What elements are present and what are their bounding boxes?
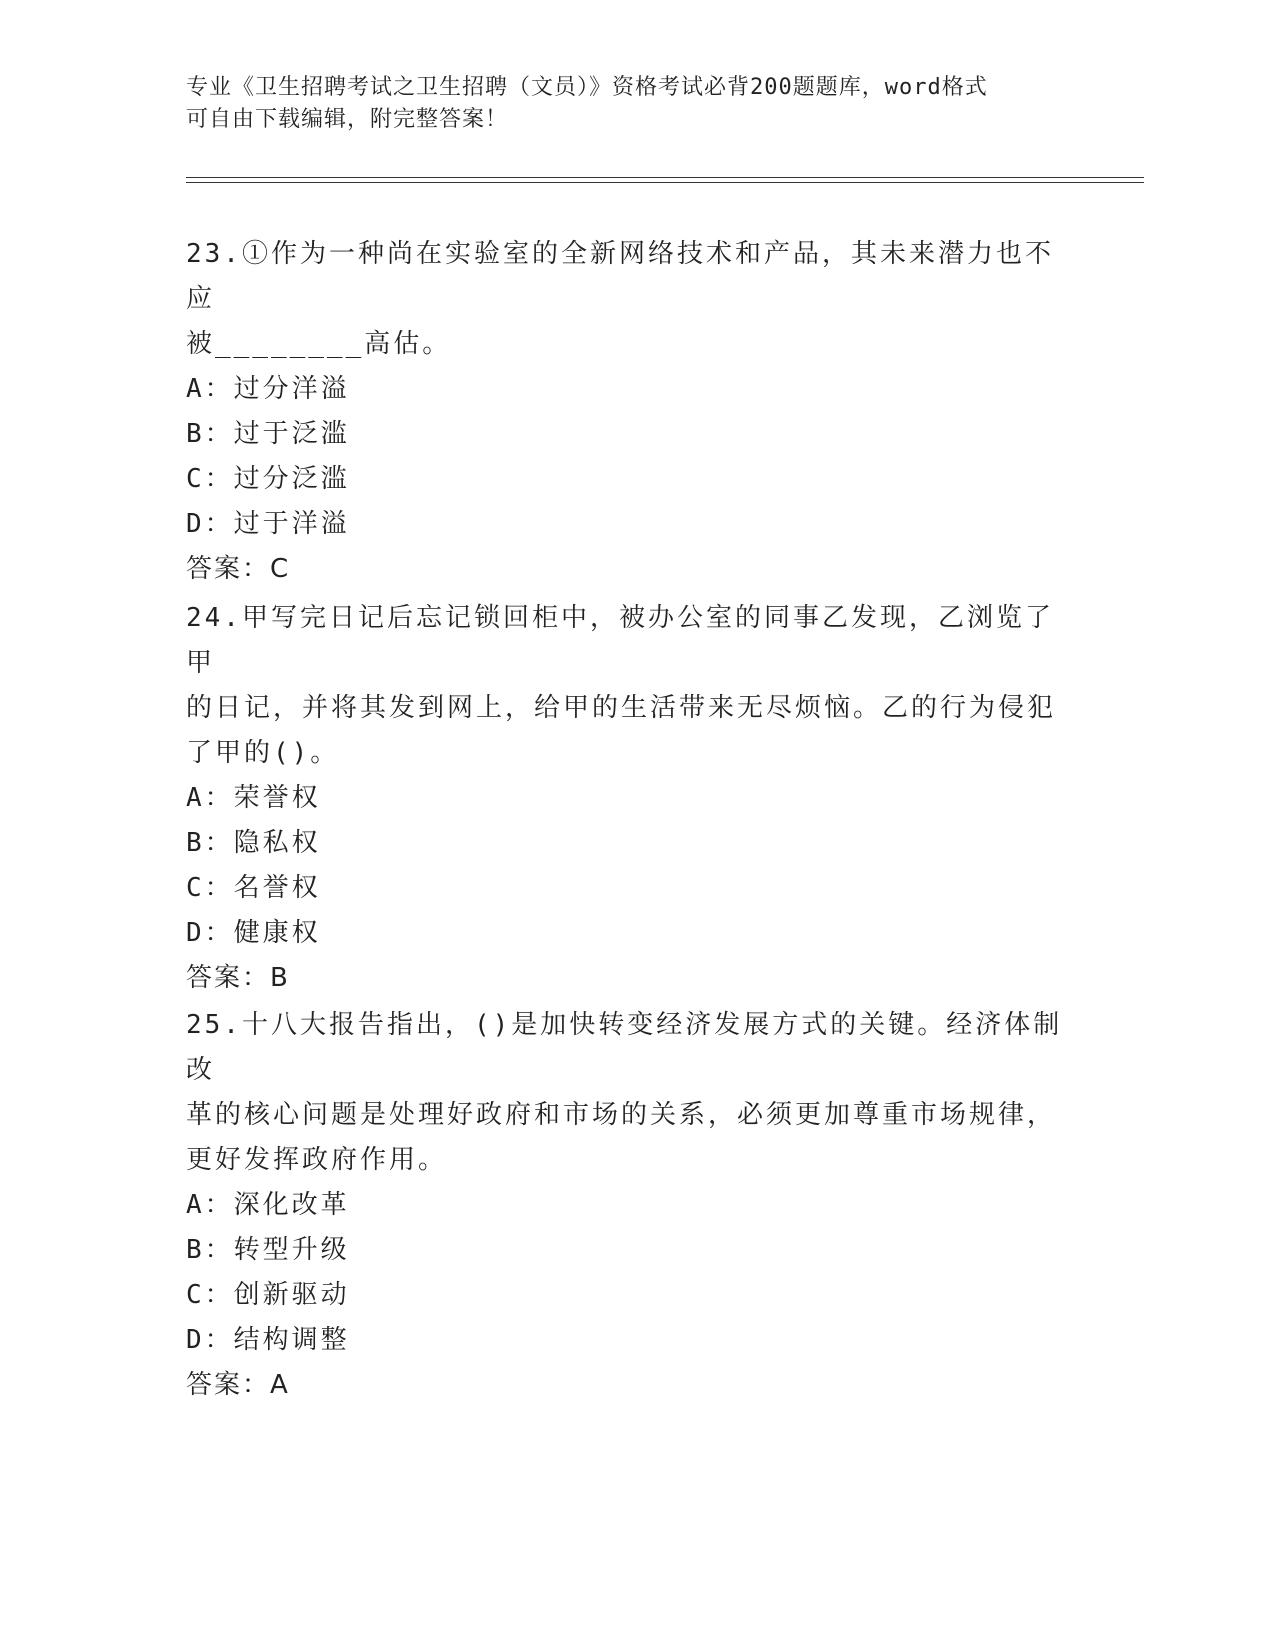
option-c: C：创新驱动 <box>186 1280 350 1310</box>
question-line: 了甲的()。 <box>186 738 340 768</box>
option-b: B：隐私权 <box>186 828 321 858</box>
question-25 <box>186 1003 1066 1408</box>
header-divider-bottom <box>186 182 1144 183</box>
option-d: D：过于洋溢 <box>186 509 350 539</box>
question-line: 24.甲写完日记后忘记锁回柜中，被办公室的同事乙发现，乙浏览了甲 <box>186 603 1054 678</box>
question-text <box>186 232 1066 367</box>
option-a: A：荣誉权 <box>186 783 321 813</box>
question-24 <box>186 596 1066 1001</box>
option-b: B：转型升级 <box>186 1235 350 1265</box>
option-c: C：名誉权 <box>186 873 321 903</box>
answer: 答案：B <box>186 963 290 993</box>
option-a: A：过分洋溢 <box>186 374 350 404</box>
option-d: D：结构调整 <box>186 1325 350 1355</box>
question-line: 更好发挥政府作用。 <box>186 1145 448 1175</box>
answer: 答案：A <box>186 1370 290 1400</box>
option-a: A：深化改革 <box>186 1190 350 1220</box>
question-line: 被________高估。 <box>186 329 452 359</box>
header-line-2: 可自由下载编辑，附完整答案！ <box>186 107 509 132</box>
question-line: 革的核心问题是处理好政府和市场的关系，必须更加尊重市场规律， <box>186 1100 1057 1130</box>
answer: 答案：C <box>186 554 291 584</box>
question-text <box>186 596 1066 776</box>
question-line: 的日记，并将其发到网上，给甲的生活带来无尽烦恼。乙的行为侵犯 <box>186 693 1057 723</box>
option-d: D：健康权 <box>186 918 321 948</box>
question-line: 23.①作为一种尚在实验室的全新网络技术和产品，其未来潜力也不应 <box>186 239 1054 314</box>
question-23 <box>186 232 1066 592</box>
question-line: 25.十八大报告指出，()是加快转变经济发展方式的关键。经济体制改 <box>186 1010 1063 1085</box>
option-c: C：过分泛滥 <box>186 464 350 494</box>
document-header <box>186 72 1066 136</box>
header-line-1: 专业《卫生招聘考试之卫生招聘（文员）》资格考试必背200题题库，word格式 <box>186 75 988 100</box>
header-divider-top <box>186 177 1144 178</box>
question-text <box>186 1003 1066 1183</box>
option-b: B：过于泛滥 <box>186 419 350 449</box>
